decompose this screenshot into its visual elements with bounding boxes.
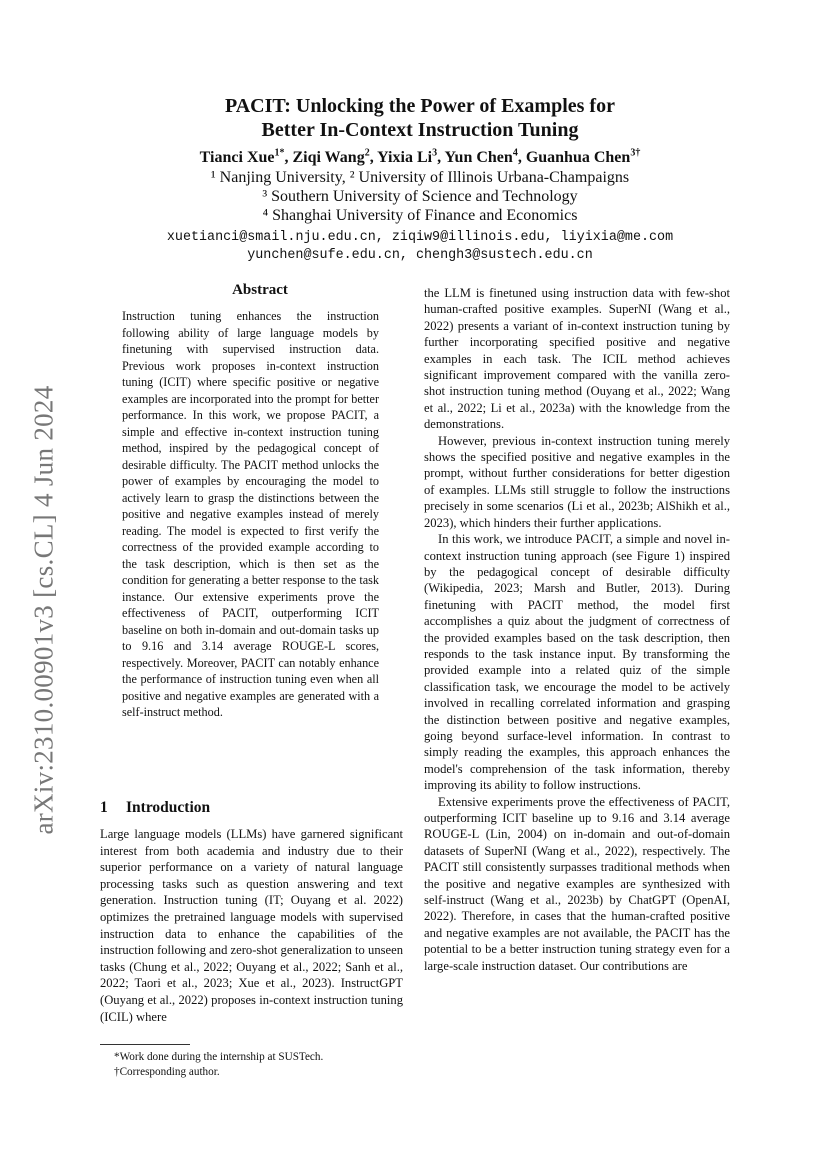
arxiv-side-label: arXiv:2310.00901v3 [cs.CL] 4 Jun 2024: [28, 385, 59, 835]
title-line-2: Better In-Context Instruction Tuning: [261, 119, 579, 141]
footnote-rule: [100, 1044, 190, 1045]
author: [377, 149, 437, 166]
author-name: Tianci Xue: [199, 149, 275, 166]
footnote-2: †Corresponding author.: [114, 1066, 220, 1078]
author: [200, 149, 285, 166]
author-name: Ziqi Wang: [292, 149, 365, 166]
intro-left-text: Large language models (LLMs) have garnered significant interest from both academia and industry due to their superior performance on a variety of natural language processing tasks such as question answering and text generation. Instruction tuning (IT; Ouyang et al. 2022) optimizes the pretrained language models with supervised instruction data to enhance the capabilities of the instruction following and zero-shot generalization to unseen tasks (Chung et al., 2022; Ouyang et al., 2022; Sanh et al., 2022; Taori et al., 2023; Xue et al., 2023). InstructGPT (Ouyang et al., 2022) proposes in-context instruction tuning (ICIL) where: [100, 827, 403, 1024]
affiliation-1: ¹ Nanjing University, ² University of Illinois Urbana-Champaigns: [210, 169, 630, 186]
author-affiliation-mark: 3†: [630, 147, 641, 159]
author-name: Yixia Li: [377, 149, 433, 166]
author-name: Yun Chen: [444, 149, 513, 166]
paragraph-1: the LLM is finetuned using instruction data with few-shot human-crafted positive examples. SuperNI (Wang et al., 2022) presents a variant of in-context instruction tuning by further incorporating specified positive and negative examples in each task. The ICIL method achieves significant improvement compared with the vanilla zero-shot instruction tuning method (Ouyang et al., 2022; Wang et al., 2022; Li et al., 2023a) with the knowledge from the demonstrations.: [424, 286, 730, 432]
title-line-1: PACIT: Unlocking the Power of Examples for: [225, 95, 615, 117]
author-affiliation-mark: 4: [512, 147, 518, 159]
paragraph-3: In this work, we introduce PACIT, a simple and novel in-context instruction tuning approach (see Figure 1) inspired by the pedagogical concept of desirable difficulty (Wikipedia, 2023; Marsh and Butler, 2013). During finetuning with PACIT method, the model first accomplishes a quiz about the judgment of correctness of the provided examples based on the task description, then responds to the task instance input. By transforming the provided example into a related quiz of the simple classification task, we encourage the model to be actively involved in recalling correlated information and grasping the distinction between positive and negative examples, going beyond surface-level information. In contrast to simply reading the examples, this approach enhances the model's comprehension of the task information, thereby improving its ability to follow instructions.: [424, 532, 730, 793]
section-title: Introduction: [126, 799, 211, 816]
author-affiliation-mark: 1*: [274, 147, 285, 159]
author: [526, 149, 641, 166]
paragraph-4: Extensive experiments prove the effectiveness of PACIT, outperforming ICIT baseline up to 9.16 and 3.14 average ROUGE-L (Lin, 2004) on in-domain and out-of-domain datasets of SuperNI (Wang et al., 2022), respectively. The PACIT still consistently surpasses traditional methods when the positive and negative examples are synthesized with self-instruct (Wang et al., 2023b) by ChatGPT (OpenAI, 2022). Therefore, in cases that the human-crafted positive and negative examples are not available, the PACIT has the potential to be a better instruction tuning strategy even for a large-scale instruction dataset. Our contributions are: [424, 794, 730, 973]
section-heading: [100, 799, 210, 817]
footnote-1: *Work done during the internship at SUSTech.: [114, 1051, 324, 1063]
emails-line-1: xuetianci@smail.nju.edu.cn, ziqiw9@illinois.edu, liyixia@me.com: [166, 230, 674, 245]
affiliation-2: ³ Southern University of Science and Technology: [262, 188, 578, 205]
author: [444, 149, 517, 166]
paragraph-2: However, previous in-context instruction tuning merely shows the specified positive and negative examples in the prompt, without further considerations for better digestion of examples. LLMs still struggle to follow the instructions precisely in some scenarios (Li et al., 2023b; AlShikh et al., 2023), which hinders their further applications.: [424, 433, 730, 530]
author-affiliation-mark: 3: [432, 147, 438, 159]
section-number: 1: [100, 799, 108, 816]
paper-title: [120, 94, 720, 142]
author-list: Tianci Xue$^{1*}$, Ziqi Wang$^2$, Yixia Li$^3$, Yun Chen$^4$, Guanhua Chen$^{3\dagger}$: [199, 147, 641, 166]
right-column: [424, 285, 730, 974]
abstract-body: Instruction tuning enhances the instruction following ability of large language models by finetuning with supervised instruction data. Previous work proposes in-context instruction tuning (ICIT) where specific positive or negative examples are incorporated into the prompt for better performance. In this work, we propose PACIT, a simple and effective in-context instruction tuning method, inspired by the pedagogical concept of desirable difficulty. The PACIT method unlocks the power of examples by encouraging the model to actively learn to grasp the distinctions between the positive and negative examples instead of merely reading. The model is expected to first verify the correctness of the provided example according to the task description, which is then set as the condition for generating a better response to the task instance. Our extensive experiments prove the effectiveness of PACIT, outperforming ICIT baseline on both in-domain and out-domain tasks up to 9.16 and 3.14 average ROUGE-L scores, respectively. Moreover, PACIT can notably enhance the performance of instruction tuning even when all positive and negative examples are generated with a self-instruct method.: [122, 309, 379, 719]
author-name: Guanhua Chen: [525, 149, 631, 166]
author: [293, 149, 370, 166]
footnotes: [100, 1050, 420, 1080]
emails-line-2: yunchen@sufe.edu.cn, chengh3@sustech.edu.cn: [247, 248, 593, 263]
author-affiliation-mark: 2: [364, 147, 370, 159]
abstract-heading: Abstract: [232, 282, 288, 298]
affiliation-3: ⁴ Shanghai University of Finance and Economics: [262, 207, 578, 224]
